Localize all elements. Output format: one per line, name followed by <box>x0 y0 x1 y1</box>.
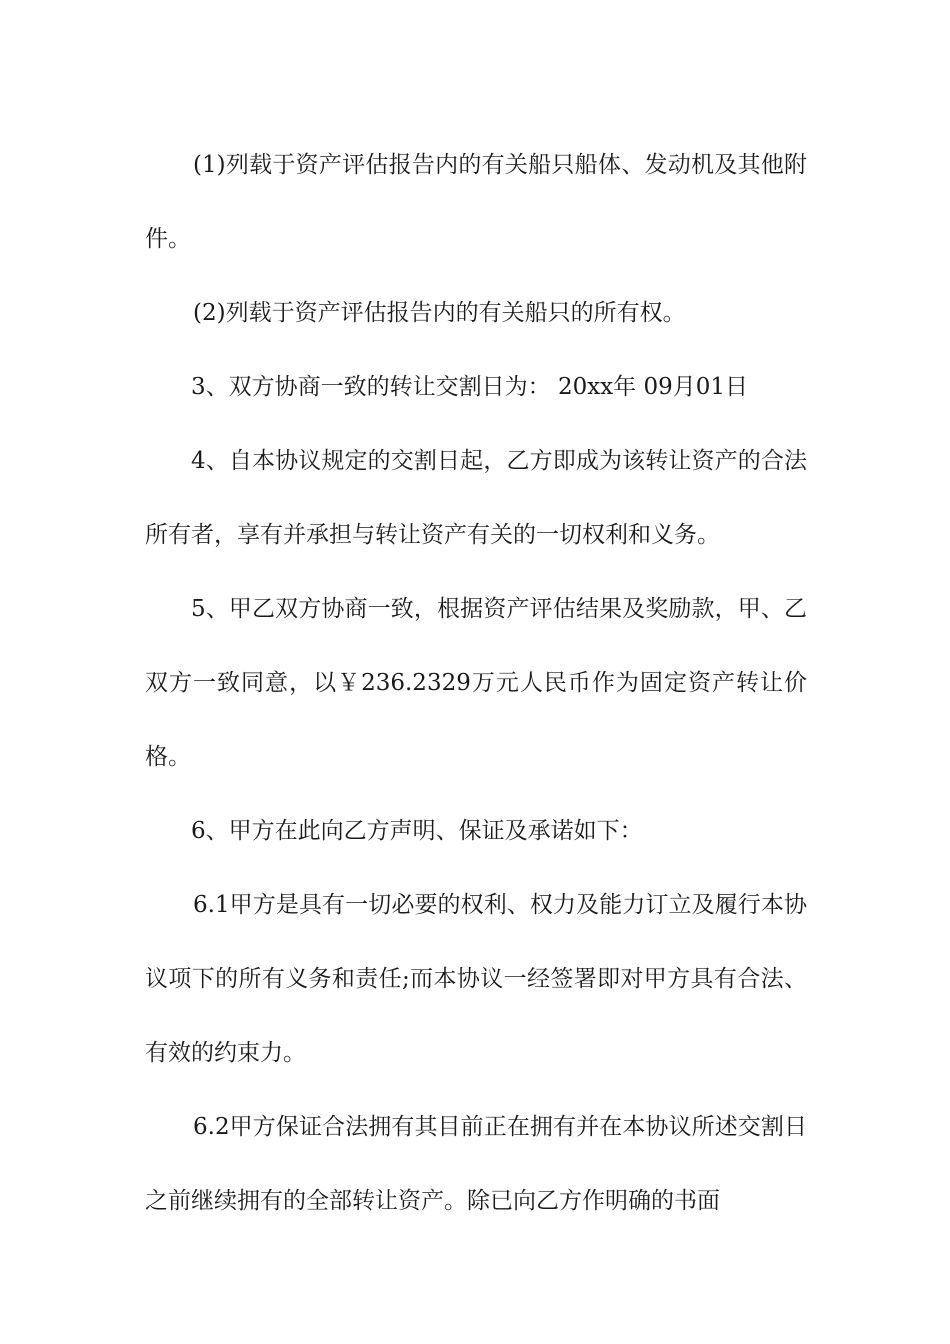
paragraph-clause-6-2-ownership-guarantee: 6.2甲方保证合法拥有其目前正在拥有并在本协议所述交割日之前继续拥有的全部转让资产。除已向乙方作明确的书面 <box>145 1114 807 1214</box>
paragraph-clause-4-ownership-transfer: 4、自本协议规定的交割日起，乙方即成为该转让资产的合法所有者，享有并承担与转让资产有关的一切权利和义务。 <box>145 448 807 548</box>
paragraph-clause-5-price: 5、甲乙双方协商一致，根据资产评估结果及奖励款，甲、乙双方一致同意，以￥236.2329万元人民币作为固定资产转让价格。 <box>145 596 807 770</box>
paragraph-clause-3-delivery-date: 3、双方协商一致的转让交割日为： 20xx年 09月01日 <box>191 374 748 400</box>
document-body <box>145 128 807 1238</box>
paragraph-item-1-hull-engine: (1)列载于资产评估报告内的有关船只船体、发动机及其他附件。 <box>145 152 807 252</box>
paragraph-clause-6-1-capacity: 6.1甲方是具有一切必要的权利、权力及能力订立及履行本协议项下的所有义务和责任;而本协议一经签署即对甲方具有合法、有效的约束力。 <box>145 892 807 1066</box>
paragraph-item-2-ownership: (2)列载于资产评估报告内的有关船只的所有权。 <box>193 300 686 326</box>
paragraph-clause-6-declarations: 6、甲方在此向乙方声明、保证及承诺如下： <box>191 818 643 844</box>
